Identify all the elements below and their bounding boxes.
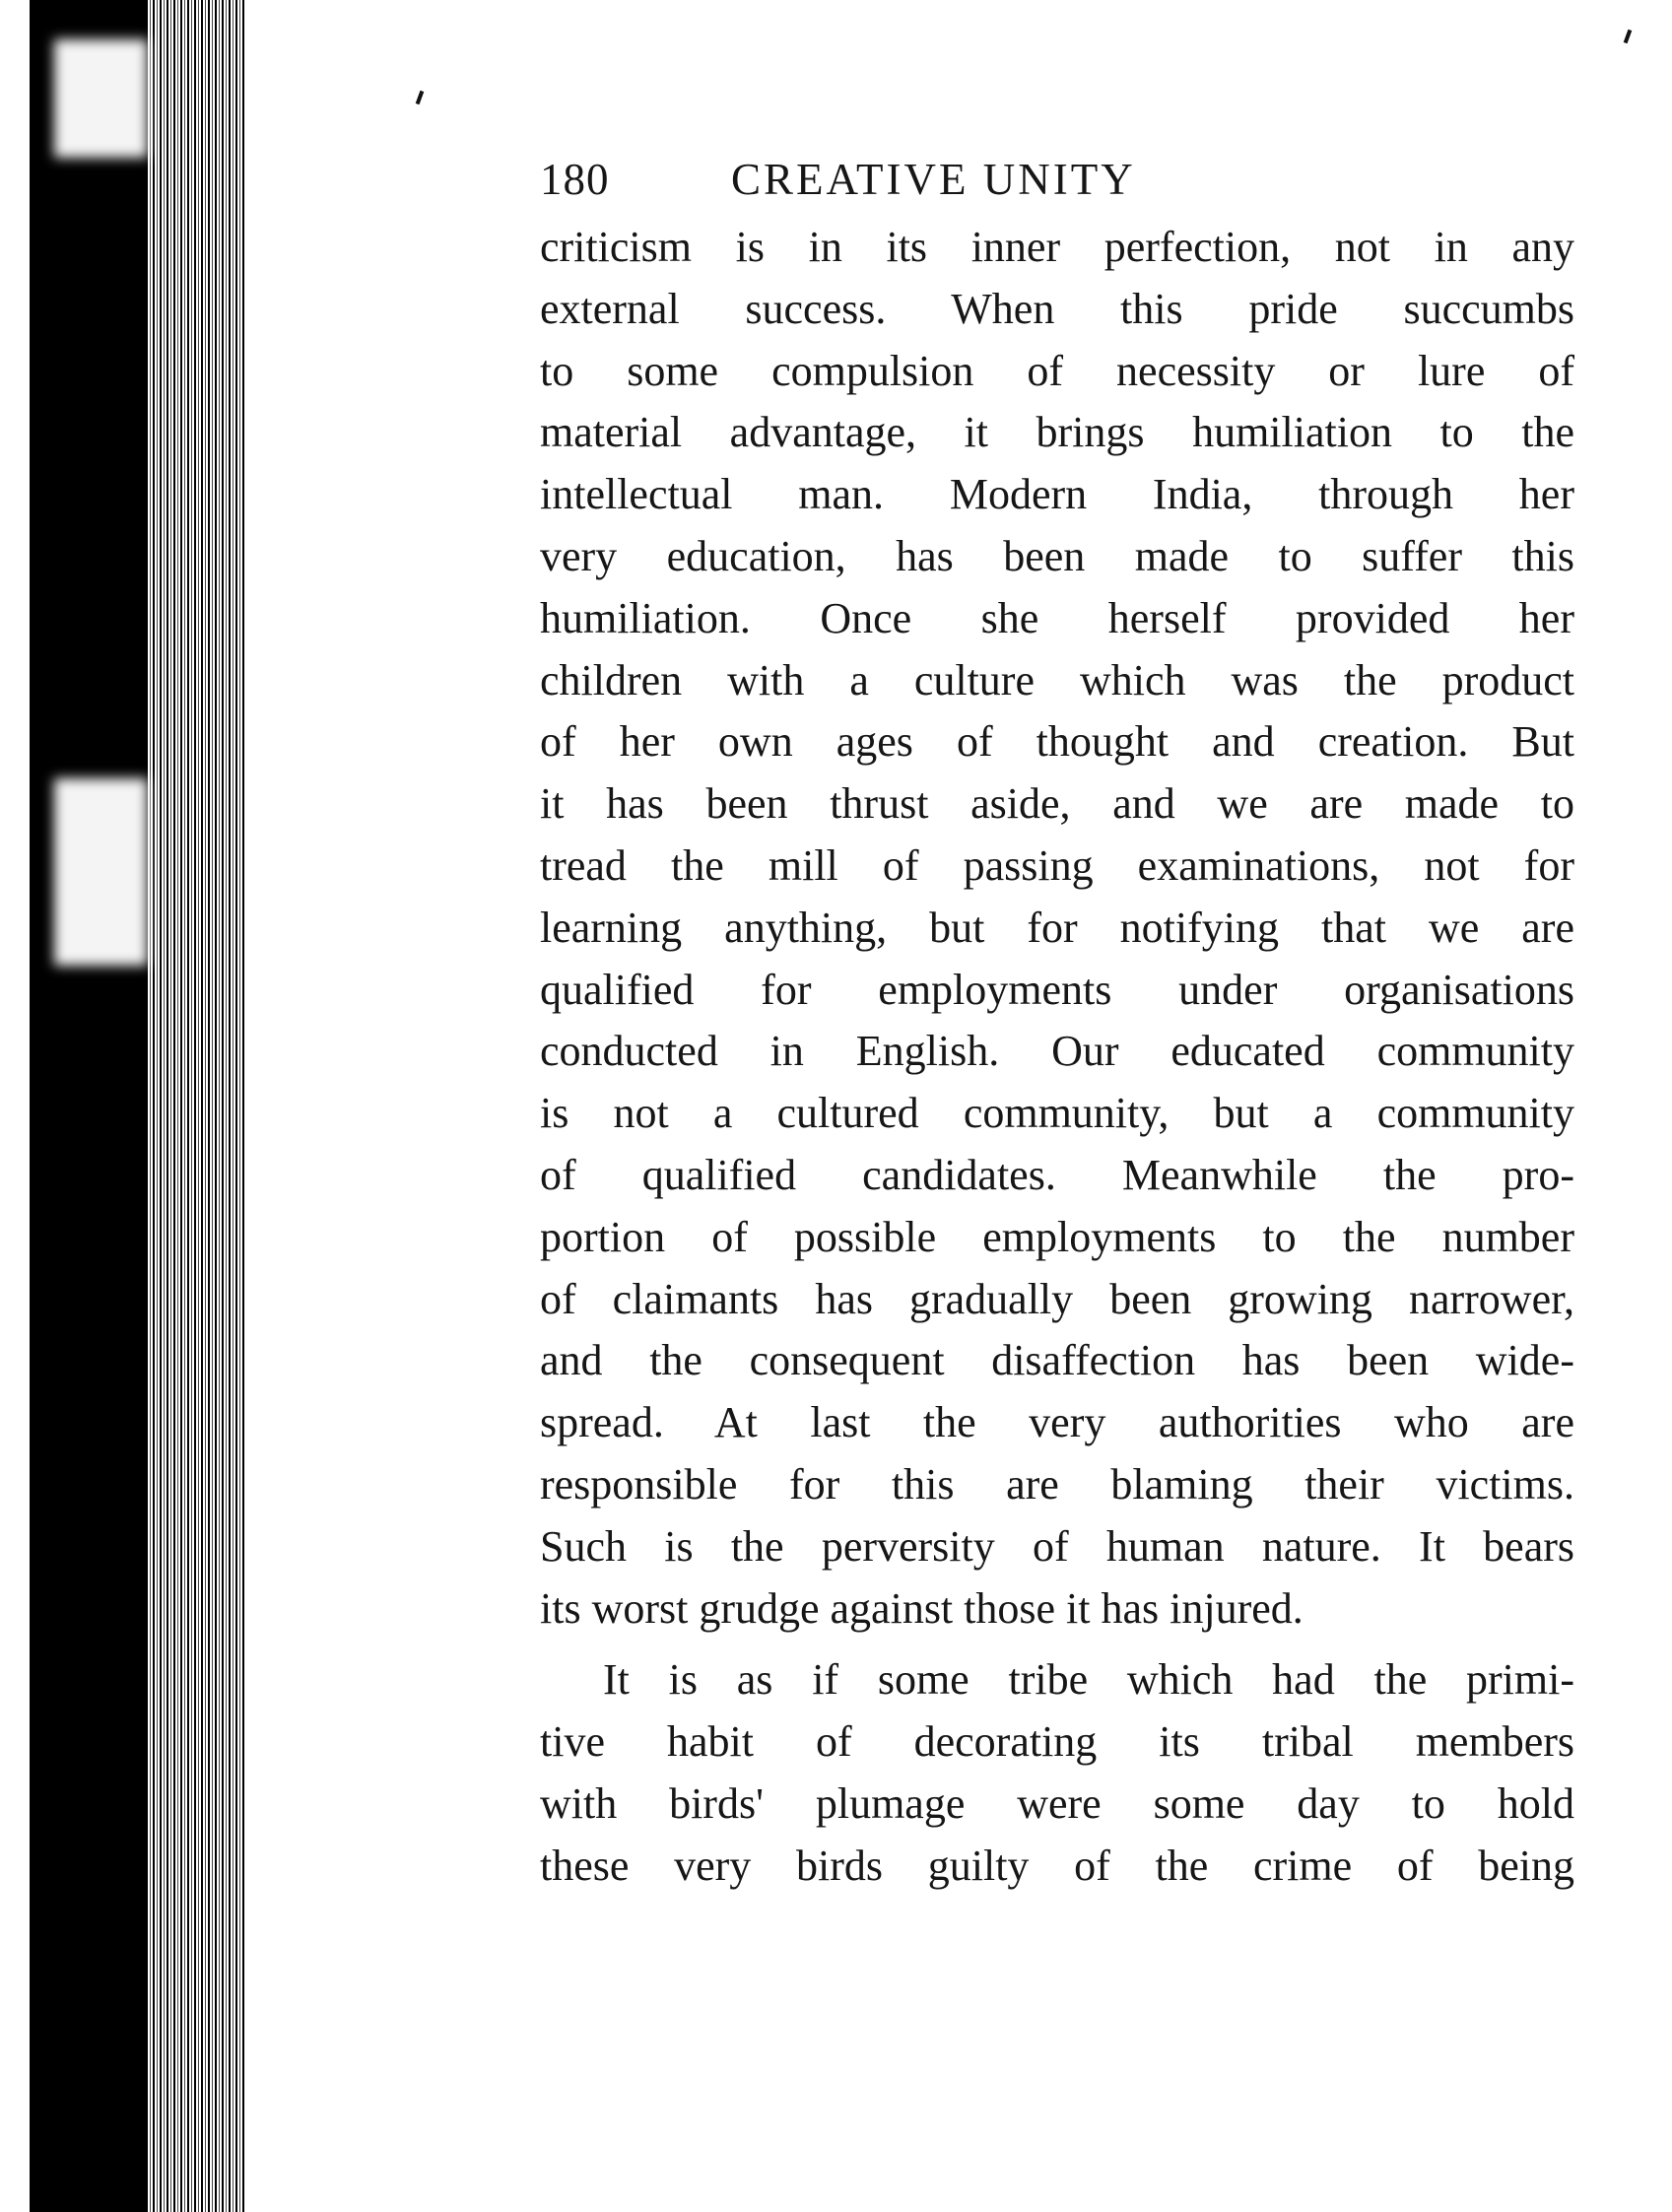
text-line: of her own ages of thought and creation. But [540,717,1574,767]
text-line: tive habit of decorating its tribal members [540,1717,1574,1767]
text-line: of claimants has gradually been growing narrower, [540,1274,1574,1323]
text-line: Such is the perversity of human nature. It bears [540,1521,1574,1571]
text-line: children with a culture which was the product [540,655,1574,704]
text-line: qualified for employments under organisations [540,965,1574,1014]
page-number: 180 [540,155,610,204]
book-page [540,148,1574,1898]
text-line: with birds' plumage were some day to hold [540,1778,1574,1828]
scan-speck [416,91,425,105]
text-line: it has been thrust aside, and we are made to [540,779,1574,829]
scan-artifact [54,39,148,158]
text-line: tread the mill of passing examinations, not for [540,840,1574,890]
book-gutter-shadow [30,0,148,2212]
text-line: portion of possible employments to the number [540,1212,1574,1261]
text-line: It is as if some tribe which had the primi- [603,1655,1574,1705]
paragraph [540,1649,1574,1897]
book-title: CREATIVE UNITY [731,155,1136,204]
text-line: conducted in English. Our educated community [540,1027,1574,1076]
paragraph [540,217,1574,1640]
text-line: intellectual man. Modern India, through her [540,470,1574,519]
text-line: to some compulsion of necessity or lure of [540,346,1574,395]
text-line: external success. When this pride succumbs [540,284,1574,333]
text-line: spread. At last the very authorities who are [540,1398,1574,1447]
scan-artifact [54,778,148,966]
paragraph-gap [540,1640,1574,1649]
scan-speck [1624,30,1633,44]
text-line: these very birds guilty of the crime of being [540,1841,1574,1890]
text-line: material advantage, it brings humiliation to the [540,408,1574,457]
text-line: learning anything, but for notifying that we are [540,903,1574,952]
body-text [540,217,1574,1898]
text-line: and the consequent disaffection has been wide- [540,1336,1574,1385]
text-line: criticism is in its inner perfection, not in any [540,223,1574,271]
text-line: very education, has been made to suffer this [540,531,1574,580]
text-line: humiliation. Once she herself provided her [540,593,1574,642]
text-line: responsible for this are blaming their victims. [540,1459,1574,1508]
text-line: of qualified candidates. Meanwhile the pro- [540,1150,1574,1199]
text-line: is not a cultured community, but a community [540,1089,1574,1138]
text-line: its worst grudge against those it has injured. [540,1583,1304,1633]
running-head [540,148,1574,217]
